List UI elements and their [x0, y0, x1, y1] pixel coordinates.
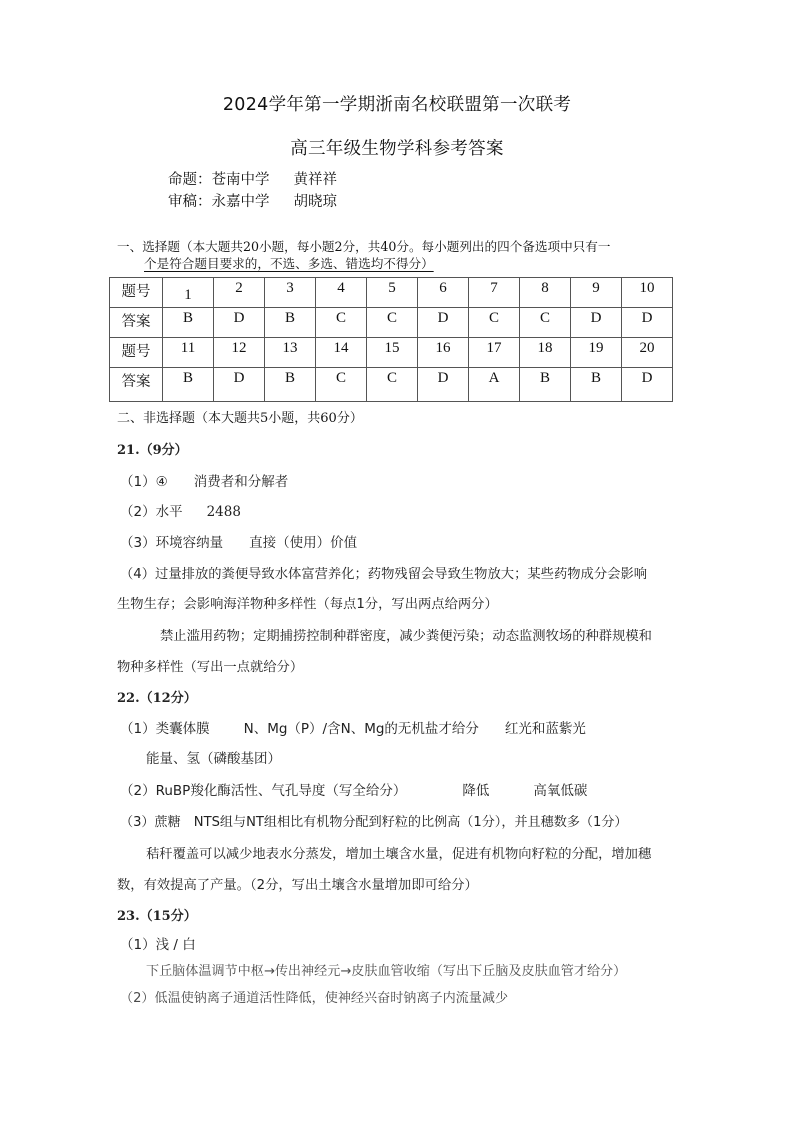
answer-cell: C: [316, 368, 367, 402]
reviewer-line: [168, 190, 337, 211]
q21-p1-label: （1）④: [120, 474, 168, 490]
answer-cell: B: [163, 368, 214, 402]
q21-p4-line1: （4）过量排放的粪便导致水体富营养化；药物残留会导致生物放大；某些药物成分会影响: [120, 567, 648, 582]
question-number: 20: [622, 338, 673, 368]
answer-table: [109, 277, 673, 402]
q22-p1-answer-c: 红光和蓝紫光: [504, 721, 586, 737]
q21-part3: [120, 531, 357, 551]
answer-cell: B: [571, 368, 622, 402]
question-number: 11: [163, 338, 214, 368]
q21-part1: [120, 470, 288, 490]
answer-cell: A: [469, 368, 520, 402]
row-label-answer: 答案: [110, 368, 163, 402]
q23-p1-label: （1）浅 / 白: [120, 937, 196, 953]
q22-p1-line2: 能量、氢（磷酸基团）: [146, 751, 281, 767]
reviewer-school: 永嘉中学: [211, 194, 270, 210]
q23-p2-line1: （2）低温使钠离子通道活性降低，使神经兴奋时钠离子内流量减少: [120, 991, 509, 1006]
reviewer-name: 胡晓琼: [293, 194, 337, 210]
q22-p1-answer-b: N、Mg（P）/含N、Mg的无机盐才给分: [243, 721, 479, 737]
question-number: 16: [418, 338, 469, 368]
row-label-number: 题号: [110, 338, 163, 368]
answer-cell: D: [622, 368, 673, 402]
q21-p4-line3: 禁止滥用药物；定期捕捞控制种群密度，减少粪便污染；动态监测牧场的种群规模和: [160, 629, 652, 644]
document-subtitle: 高三年级生物学科参考答案: [290, 139, 504, 159]
section2-heading: 二、非选择题（本大题共5小题，共60分）: [117, 411, 363, 426]
q21-part2: [120, 500, 241, 520]
q22-p2-answer-b: 降低: [462, 783, 490, 799]
q22-p3-line2: 秸秆覆盖可以减少地表水分蒸发，增加土壤含水量，促进有机物向籽粒的分配，增加穗: [146, 847, 652, 862]
table-row-numbers-2: [110, 338, 673, 368]
question-number: 9: [571, 278, 622, 308]
table-row-numbers-1: [110, 278, 673, 308]
author-line: [168, 168, 337, 189]
q22-part1: [120, 717, 586, 737]
table-row-answers-1: [110, 308, 673, 338]
answer-cell: C: [316, 308, 367, 338]
answer-cell: D: [571, 308, 622, 338]
question-number: 15: [367, 338, 418, 368]
author-name: 黄祥祥: [293, 172, 337, 188]
answer-cell: D: [214, 368, 265, 402]
q21-p4-line4: 物种多样性（写出一点就给分）: [117, 660, 304, 675]
q23-p1-line2: 下丘脑体温调节中枢→传出神经元→皮肤血管收缩（写出下丘脑及皮肤血管才给分）: [146, 964, 627, 979]
answer-cell: D: [214, 308, 265, 338]
question-number: 4: [316, 278, 367, 308]
q21-p2-label: （2）水平: [120, 504, 183, 520]
question-number: 19: [571, 338, 622, 368]
author-label: 命题：: [168, 172, 212, 188]
question-number: 17: [469, 338, 520, 368]
answer-cell: B: [520, 368, 571, 402]
q22-p3-line1: （3）蔗糖 NTS组与NT组相比有机物分配到籽粒的比例高（1分），并且穗数多（1分）: [120, 815, 628, 830]
answer-cell: D: [418, 368, 469, 402]
answer-cell: C: [520, 308, 571, 338]
q21-p1-answer: 消费者和分解者: [193, 474, 289, 490]
question-number: 3: [265, 278, 316, 308]
q22-part2: [120, 779, 587, 799]
row-label-number: 题号: [110, 278, 163, 308]
answer-cell: B: [265, 368, 316, 402]
question-number: 18: [520, 338, 571, 368]
q22-p3-line3: 数，有效提高了产量。（2分，写出土壤含水量增加即可给分）: [117, 878, 478, 893]
document-title: 2024学年第一学期浙南名校联盟第一次联考: [222, 95, 572, 115]
row-label-answer: 答案: [110, 308, 163, 338]
section1-heading-line1: 一、选择题（本大题共20小题，每小题2分，共40分。每小题列出的四个备选项中只有一: [117, 239, 611, 254]
q21-p4-line2: 生物生存；会影响海洋物种多样性（每点1分，写出两点给两分）: [117, 597, 498, 612]
reviewer-label: 审稿：: [168, 194, 212, 210]
q21-title: 21.（9分）: [117, 443, 188, 458]
table-row-answers-2: [110, 368, 673, 402]
q21-p3-answer: 直接（使用）价值: [249, 535, 358, 551]
answer-cell: D: [622, 308, 673, 338]
q23-title: 23.（15分）: [117, 909, 197, 924]
question-number: 13: [265, 338, 316, 368]
question-number: 7: [469, 278, 520, 308]
answer-cell: C: [367, 368, 418, 402]
question-number: 1: [163, 278, 214, 308]
answer-cell: B: [163, 308, 214, 338]
question-number: 12: [214, 338, 265, 368]
question-number: 14: [316, 338, 367, 368]
question-number: 6: [418, 278, 469, 308]
q22-p2-answer-c: 高氧低碳: [533, 783, 588, 799]
q21-p2-answer: 2488: [206, 504, 241, 520]
q21-p3-label: （3）环境容纳量: [120, 535, 224, 551]
question-number: 2: [214, 278, 265, 308]
answer-cell: C: [469, 308, 520, 338]
question-number: 8: [520, 278, 571, 308]
answer-cell: C: [367, 308, 418, 338]
section1-heading-line2: 个是符合题目要求的，不选、多选、错选均不得分）: [144, 256, 434, 271]
answer-cell: D: [418, 308, 469, 338]
q22-title: 22.（12分）: [117, 691, 197, 706]
author-school: 苍南中学: [211, 172, 270, 188]
question-number: 5: [367, 278, 418, 308]
q22-p1-label: （1）类囊体膜: [120, 721, 210, 737]
question-number: 10: [622, 278, 673, 308]
q22-p2-label: （2）RuBP羧化酶活性、气孔导度（写全给分）: [120, 783, 407, 799]
answer-cell: B: [265, 308, 316, 338]
